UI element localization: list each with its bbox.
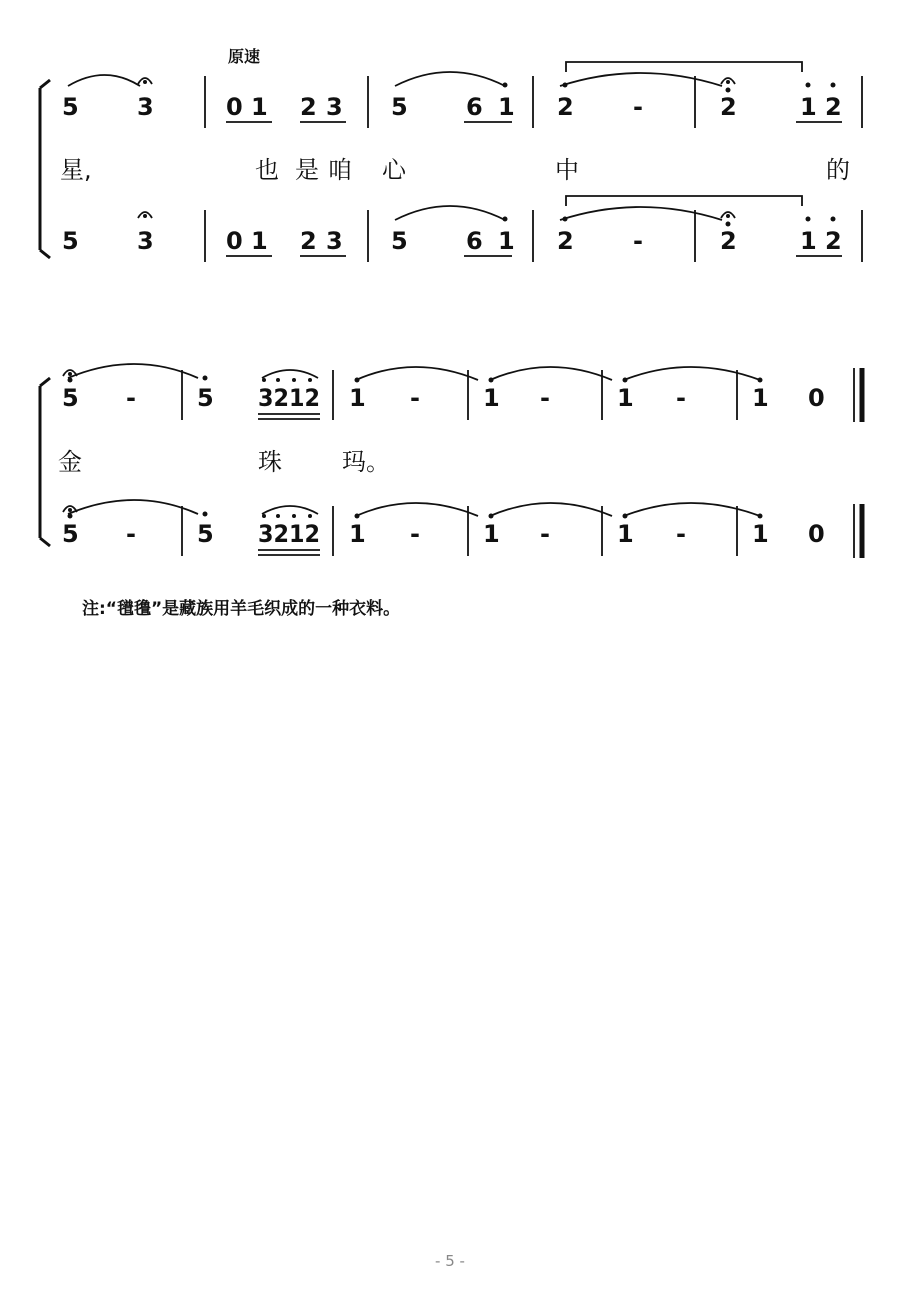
slur [560,73,722,86]
slur [262,506,318,514]
lyric: 中 [555,156,579,184]
note: 0 [226,227,243,255]
slur [68,75,140,86]
note: 2 [825,227,842,255]
note: 3 [137,227,154,255]
note: 1 [752,384,769,412]
note: 3212 [258,520,320,548]
note: 0 [226,93,243,121]
note: - [410,384,420,412]
note: - [540,520,550,548]
page-number: - 5 - [435,1252,465,1270]
system2-bracket [40,378,50,546]
note: - [633,93,643,121]
note: - [633,227,643,255]
note: 5 [62,93,79,121]
system2-lyrics [58,448,390,476]
note: 5 [197,384,214,412]
slur [490,503,612,516]
note: 2 [557,227,574,255]
note: 2 [557,93,574,121]
lyric: 珠 [258,448,282,476]
lyric: 的 [826,156,850,184]
lyric: 玛。 [342,448,390,476]
note: - [410,520,420,548]
slur [624,503,760,516]
note: 2 [720,227,737,255]
lyric: 是 [295,156,319,184]
system1-bracket [40,80,50,258]
note: 1 [617,384,634,412]
slur [395,206,505,220]
note: 1 [483,384,500,412]
lyric: 星, [60,156,92,184]
note: 1 [617,520,634,548]
note: 2 [300,93,317,121]
lyric: 心 [382,156,406,184]
note: 5 [391,227,408,255]
system1-upper-voice [62,93,842,121]
note: 3212 [258,384,320,412]
slur [356,367,478,380]
lyric: 金 [58,448,82,476]
tempo-mark: 原速 [228,47,261,66]
note: 1 [483,520,500,548]
note: - [126,520,136,548]
note: 6 [466,227,483,255]
note: 1 [498,93,515,121]
note: 0 [808,520,825,548]
note: - [676,384,686,412]
footnote: 注:“氆氇”是藏族用羊毛织成的一种衣料。 [82,599,401,619]
system2-lower-voice [62,520,825,548]
slur [395,72,505,86]
note: 1 [251,227,268,255]
note: 1 [800,93,817,121]
note: 1 [349,520,366,548]
note: 1 [800,227,817,255]
note: 5 [391,93,408,121]
note: 2 [720,93,737,121]
note: 2 [825,93,842,121]
slur [262,370,318,378]
note: 1 [498,227,515,255]
note: 2 [300,227,317,255]
lyric: 也 [255,156,279,184]
note: 1 [251,93,268,121]
system1-lower-voice [62,227,842,255]
note: 3 [326,93,343,121]
system2-upper-voice [62,384,825,412]
note: - [126,384,136,412]
bracket-slur [566,62,802,72]
note: 5 [62,520,79,548]
note: 6 [466,93,483,121]
note: 5 [62,227,79,255]
note: 1 [349,384,366,412]
slur [624,367,760,380]
slur [560,207,722,220]
note: 5 [197,520,214,548]
lyric: 咱 [328,156,352,184]
slur [68,500,198,514]
system1-lyrics [60,156,850,184]
bracket-slur [566,196,802,206]
note: - [540,384,550,412]
note: 5 [62,384,79,412]
note: 3 [137,93,154,121]
note: 3 [326,227,343,255]
note: 1 [752,520,769,548]
slur [68,364,198,378]
note: - [676,520,686,548]
slur [490,367,612,380]
note: 0 [808,384,825,412]
slur [356,503,478,516]
